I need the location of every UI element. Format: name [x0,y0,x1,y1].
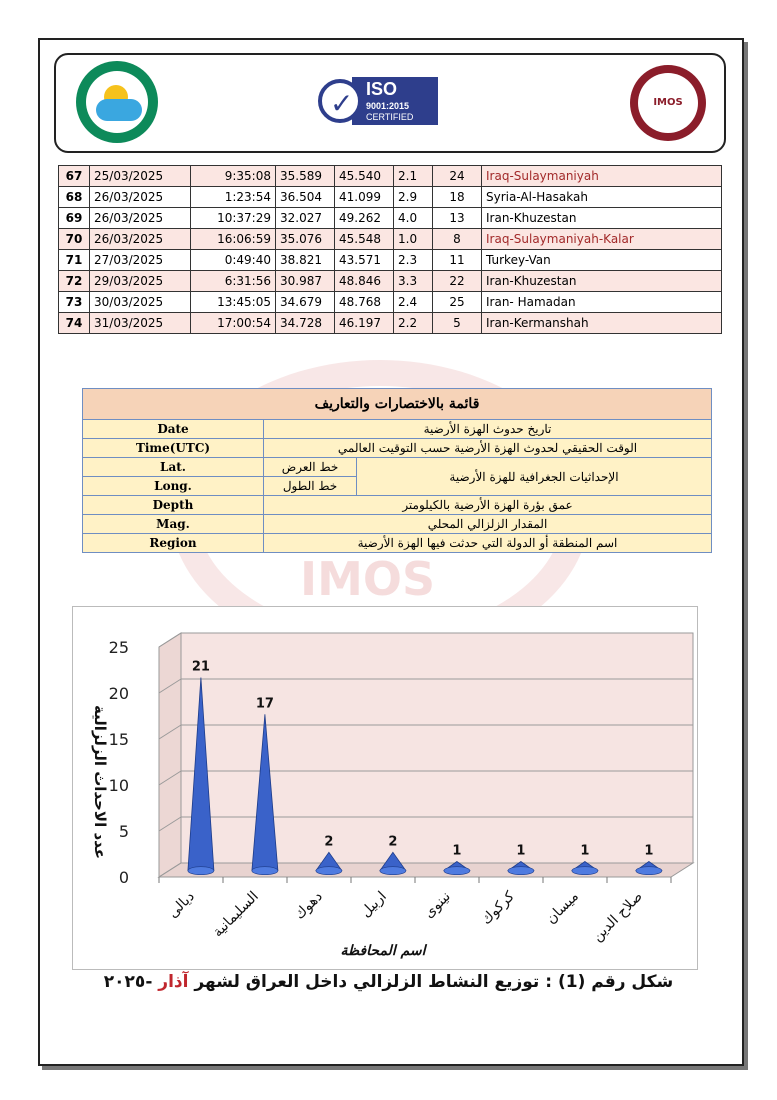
cell-mag: 2.9 [394,187,433,208]
cell-lat: 35.076 [276,229,335,250]
cell-depth: 8 [433,229,482,250]
term-long: Long. [83,477,264,496]
watermark-text: IMOS [300,552,436,606]
definition-depth: عمق بؤرة الهزة الأرضية بالكيلومتر [264,496,712,515]
cell-depth: 18 [433,187,482,208]
x-tick-label: ديالى [165,888,198,922]
chart-svg [73,607,697,969]
y-tick-label: 5 [118,822,129,841]
x-axis-title: اسم المحافظة [340,943,426,959]
cell-no: 68 [59,187,90,208]
cell-lon: 48.768 [335,292,394,313]
cell-lon: 43.571 [335,250,394,271]
cell-no: 73 [59,292,90,313]
seismic-distribution-chart [72,606,698,970]
cell-time: 10:37:29 [191,208,276,229]
iso-standard: 9001:2015 [366,101,410,111]
definition-date: تاريخ حدوث الهزة الأرضية [264,420,712,439]
y-tick-label: 15 [108,730,129,749]
iso-certification-logo [318,73,438,129]
imos-logo [630,65,706,141]
cell-time: 13:45:05 [191,292,276,313]
term-date: Date [83,420,264,439]
cell-mag: 4.0 [394,208,433,229]
cell-mag: 2.1 [394,166,433,187]
term-region: Region [83,534,264,553]
cell-time: 1:23:54 [191,187,276,208]
iso-title: ISO [366,79,398,99]
cell-lat: 38.821 [276,250,335,271]
cell-region: Iran-Khuzestan [482,208,722,229]
cell-no: 70 [59,229,90,250]
cell-time: 17:00:54 [191,313,276,334]
cell-date: 29/03/2025 [90,271,191,292]
cell-date: 27/03/2025 [90,250,191,271]
abbreviations-title: قائمة بالاختصارات والتعاريف [83,389,712,420]
figure-caption [0,972,777,992]
cell-region: Iran-Khuzestan [482,271,722,292]
term-lat: Lat. [83,458,264,477]
definition-region: اسم المنطقة أو الدولة التي حدثت فيها الهزة الأرضية [264,534,712,553]
cell-date: 26/03/2025 [90,208,191,229]
cell-date: 25/03/2025 [90,166,191,187]
term-mag: Mag. [83,515,264,534]
y-tick-label: 20 [108,684,129,703]
data-label: 21 [191,659,210,675]
cell-depth: 11 [433,250,482,271]
table-row [59,208,722,229]
cell-time: 9:35:08 [191,166,276,187]
bar-base [252,867,278,875]
cell-lon: 45.548 [335,229,394,250]
cell-mag: 3.3 [394,271,433,292]
cell-lat: 34.728 [276,313,335,334]
cell-region: Turkey-Van [482,250,722,271]
sub-lat: خط العرض [264,458,357,477]
cell-lat: 36.504 [276,187,335,208]
table-row [59,313,722,334]
bar-base [508,867,534,875]
sub-long: خط الطول [264,477,357,496]
term-time: Time(UTC) [83,439,264,458]
table-row [59,166,722,187]
meteorological-organization-logo [76,61,158,143]
x-tick-label: نينوى [420,888,454,922]
y-axis-title: عدد الاحداث الزلزالية [91,704,109,860]
data-label: 1 [516,843,526,859]
table-row [59,292,722,313]
caption-month: آذار [158,972,189,992]
x-tick-label: كركوك [478,888,518,928]
cell-lon: 46.197 [335,313,394,334]
cell-no: 74 [59,313,90,334]
table-row [59,187,722,208]
cell-lat: 30.987 [276,271,335,292]
cell-depth: 25 [433,292,482,313]
cell-time: 16:06:59 [191,229,276,250]
cell-time: 0:49:40 [191,250,276,271]
report-header [54,53,726,153]
y-tick-label: 10 [108,776,129,795]
plot-floor [159,863,693,877]
bar-base [636,867,662,875]
cell-depth: 24 [433,166,482,187]
definition-coordinates: الإحداثيات الجغرافية للهزة الأرضية [357,458,712,496]
cell-mag: 2.2 [394,313,433,334]
cell-mag: 2.4 [394,292,433,313]
cell-no: 71 [59,250,90,271]
cell-lon: 45.540 [335,166,394,187]
caption-prefix: شكل رقم (1) : توزيع النشاط الزلزالي داخل العراق لشهر [194,972,674,992]
y-tick-label: 25 [108,638,129,657]
x-tick-label: السليمانية [209,888,262,941]
bar-base [444,867,470,875]
y-tick-label: 0 [118,868,129,887]
table-row [59,250,722,271]
data-label: 2 [324,834,334,850]
cell-region: Iraq-Sulaymaniyah [482,166,722,187]
cell-region: Syria-Al-Hasakah [482,187,722,208]
data-label: 2 [388,834,398,850]
cell-date: 26/03/2025 [90,187,191,208]
cell-lon: 41.099 [335,187,394,208]
cell-mag: 2.3 [394,250,433,271]
cell-lat: 35.589 [276,166,335,187]
bar-base [316,867,342,875]
abbreviations-table [82,388,712,553]
cell-lon: 49.262 [335,208,394,229]
cell-mag: 1.0 [394,229,433,250]
cell-region: Iran- Hamadan [482,292,722,313]
data-label: 17 [255,696,274,712]
cell-depth: 13 [433,208,482,229]
caption-suffix: -٢٠٢٥ [103,972,153,992]
data-label: 1 [452,843,462,859]
definition-mag: المقدار الزلزالي المحلي [264,515,712,534]
bar-base [188,867,214,875]
cell-date: 30/03/2025 [90,292,191,313]
imos-logo-text: IMOS [653,97,683,108]
cell-date: 26/03/2025 [90,229,191,250]
earthquake-table [58,165,722,334]
x-tick-label: ميسان [543,888,582,928]
cell-no: 69 [59,208,90,229]
cell-no: 67 [59,166,90,187]
cell-lat: 32.027 [276,208,335,229]
cell-depth: 22 [433,271,482,292]
cell-region: Iran-Kermanshah [482,313,722,334]
term-depth: Depth [83,496,264,515]
cell-time: 6:31:56 [191,271,276,292]
plot-side-wall [159,633,181,877]
iso-certified: CERTIFIED [366,112,414,122]
cell-depth: 5 [433,313,482,334]
x-tick-label: صلاح الدين [589,888,646,945]
cell-region: Iraq-Sulaymaniyah-Kalar [482,229,722,250]
bar-base [572,867,598,875]
data-label: 1 [644,843,654,859]
check-icon: ✓ [330,87,354,120]
cell-date: 31/03/2025 [90,313,191,334]
cell-lon: 48.846 [335,271,394,292]
definition-time: الوقت الحقيقي لحدوث الهزة الأرضية حسب التوقيت العالمي [264,439,712,458]
bar-base [380,867,406,875]
x-tick-label: اربيل [357,888,390,921]
cell-no: 72 [59,271,90,292]
table-row [59,271,722,292]
data-label: 1 [580,843,590,859]
table-row [59,229,722,250]
x-tick-label: دهوك [291,888,326,923]
cell-lat: 34.679 [276,292,335,313]
